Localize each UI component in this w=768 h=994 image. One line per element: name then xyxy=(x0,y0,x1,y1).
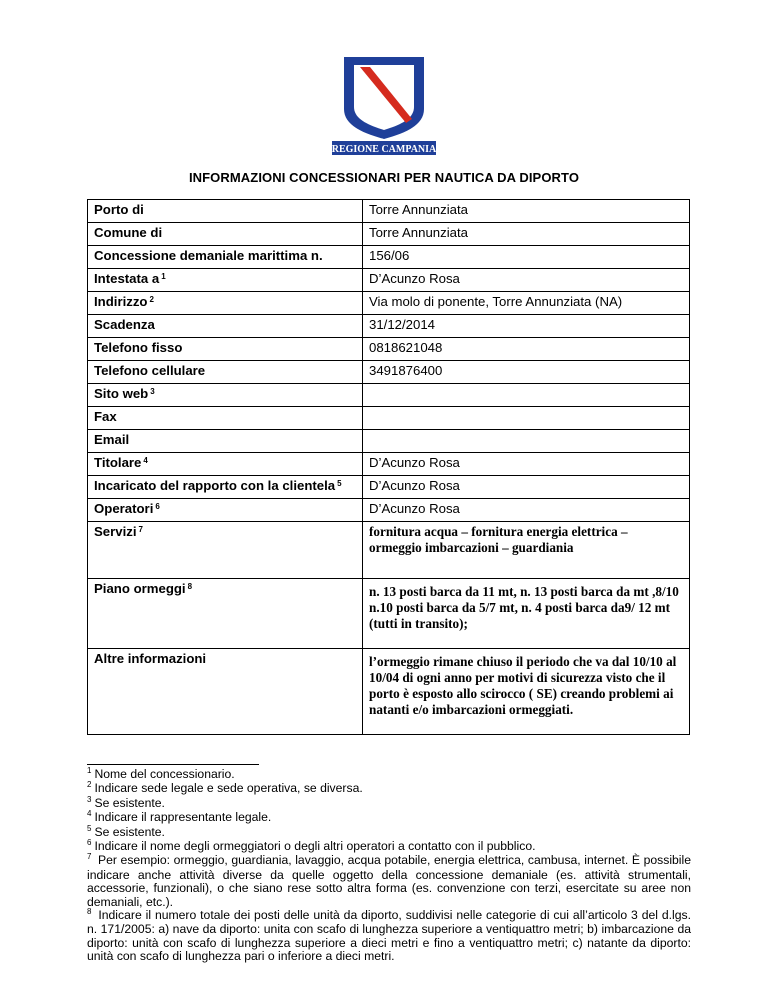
row-value xyxy=(363,430,690,453)
row-label: Telefono fisso xyxy=(88,338,363,361)
table-row xyxy=(88,499,690,522)
table-row xyxy=(88,453,690,476)
footnote: $^1$ Nome del concessionario. xyxy=(87,766,235,781)
footnote: $^7$ Per esempio: ormeggio, guardiania, lavaggio, acqua potabile, energia elettrica, cambusa, internet. È possibile indicare anche attività diverse da quelle oggetto della concessione demaniale (es. attività strumentali, accessorie, funzionali), o che siano rese sotto altra forma (es. convenzione con terzi, esercitate su aree non demaniali, etc.). xyxy=(87,852,691,909)
footnotes xyxy=(87,768,691,964)
row-value: n. 13 posti barca da 11 mt, n. 13 posti barca da mt ,8/10 n.10 posti barca da 5/7 mt, n. 4 posti barca da9/ 12 mt (tutti in transito); xyxy=(363,579,690,649)
footnote-ref: 2 xyxy=(149,295,154,304)
row-value: 3491876400 xyxy=(363,361,690,384)
footnote: $^3$ Se esistente. xyxy=(87,794,165,810)
footnote-ref: 5 xyxy=(337,479,342,488)
row-label: Servizi $^7$ xyxy=(88,522,363,579)
footnote: $^5$ Se esistente. xyxy=(87,823,165,839)
footnote-ref: 1 xyxy=(161,272,166,281)
row-label: Operatori $^6$ xyxy=(88,499,363,522)
row-value xyxy=(363,407,690,430)
row-label: Sito web $^3$ xyxy=(88,384,363,407)
footnote-ref: 4 xyxy=(143,456,148,465)
footnote-ref: 7 xyxy=(138,525,143,534)
row-label: Titolare $^4$ xyxy=(88,453,363,476)
row-label: Intestata a $^1$ xyxy=(88,269,363,292)
table-row xyxy=(88,361,690,384)
row-label: Comune di xyxy=(88,223,363,246)
row-label: Email xyxy=(88,430,363,453)
table-row xyxy=(88,430,690,453)
footnote-divider xyxy=(87,764,259,765)
table-row xyxy=(88,476,690,499)
footnote: $^8$ Indicare il numero totale dei posti delle unità da diporto, suddivisi nelle categorie di cui all’articolo 3 del d.lgs. n. 171/2005: a) nave da diporto: unita con scafo di lunghezza superiore a ventiquattro metri; b) imbarcazione da diporto: unità con scafo di lunghezza superiore a dieci metri e fino a ventiquattro metri; c) natante da diporto: unità con scafo di lunghezza pari o inferiore a dieci metri. xyxy=(87,907,691,964)
row-label: Fax xyxy=(88,407,363,430)
row-label: Porto di xyxy=(88,200,363,223)
table-row xyxy=(88,649,690,735)
concession-info-table xyxy=(87,199,690,735)
row-value: D’Acunzo Rosa xyxy=(363,453,690,476)
row-label: Scadenza xyxy=(88,315,363,338)
row-value: Torre Annunziata xyxy=(363,200,690,223)
logo-text: REGIONE CAMPANIA xyxy=(331,144,437,155)
row-value xyxy=(363,384,690,407)
row-label: Telefono cellulare xyxy=(88,361,363,384)
row-value: Torre Annunziata xyxy=(363,223,690,246)
table-row xyxy=(88,579,690,649)
row-value: 31/12/2014 xyxy=(363,315,690,338)
row-label: Concessione demaniale marittima n. xyxy=(88,246,363,269)
row-value: D’Acunzo Rosa xyxy=(363,476,690,499)
table-row xyxy=(88,292,690,315)
row-value: Via molo di ponente, Torre Annunziata (NA) xyxy=(363,292,690,315)
footnote: $^6$ Indicare il nome degli ormeggiatori o degli altri operatori a contatto con il pubblico. xyxy=(87,838,536,854)
row-value: l’ormeggio rimane chiuso il periodo che va dal 10/10 al 10/04 di ogni anno per motivi di sicurezza visto che il porto è esposto allo scirocco ( SE) creando problemi ai natanti e/o imbarcazioni ormeggiati. xyxy=(363,649,690,735)
row-label: Incaricato del rapporto con la clientela $^5$ xyxy=(88,476,363,499)
row-label: Piano ormeggi $^8$ xyxy=(88,579,363,649)
row-label: Indirizzo $^2$ xyxy=(88,292,363,315)
regione-campania-logo xyxy=(330,53,438,156)
table-row xyxy=(88,315,690,338)
table-row xyxy=(88,522,690,579)
table-row xyxy=(88,200,690,223)
table-row xyxy=(88,407,690,430)
row-value: fornitura acqua – fornitura energia elettrica – ormeggio imbarcazioni – guardiania xyxy=(363,522,690,579)
footnote-ref: 8 xyxy=(187,582,193,591)
footnote-ref: 3 xyxy=(150,387,155,396)
footnote: $^4$ Indicare il rappresentante legale. xyxy=(87,809,272,825)
row-value: D’Acunzo Rosa xyxy=(363,499,690,522)
table-row xyxy=(88,338,690,361)
footnote-ref: 6 xyxy=(155,502,160,511)
table-row xyxy=(88,384,690,407)
page-title: INFORMAZIONI CONCESSIONARI PER NAUTICA DA DIPORTO xyxy=(188,170,580,185)
table-row xyxy=(88,269,690,292)
row-value: D’Acunzo Rosa xyxy=(363,269,690,292)
row-value: 156/06 xyxy=(363,246,690,269)
footnote: $^2$ Indicare sede legale e sede operativa, se diversa. xyxy=(87,780,363,796)
row-label: Altre informazioni xyxy=(88,649,363,735)
table-row xyxy=(88,223,690,246)
regione-campania-emblem-icon xyxy=(330,53,438,156)
table-row xyxy=(88,246,690,269)
row-value: 0818621048 xyxy=(363,338,690,361)
